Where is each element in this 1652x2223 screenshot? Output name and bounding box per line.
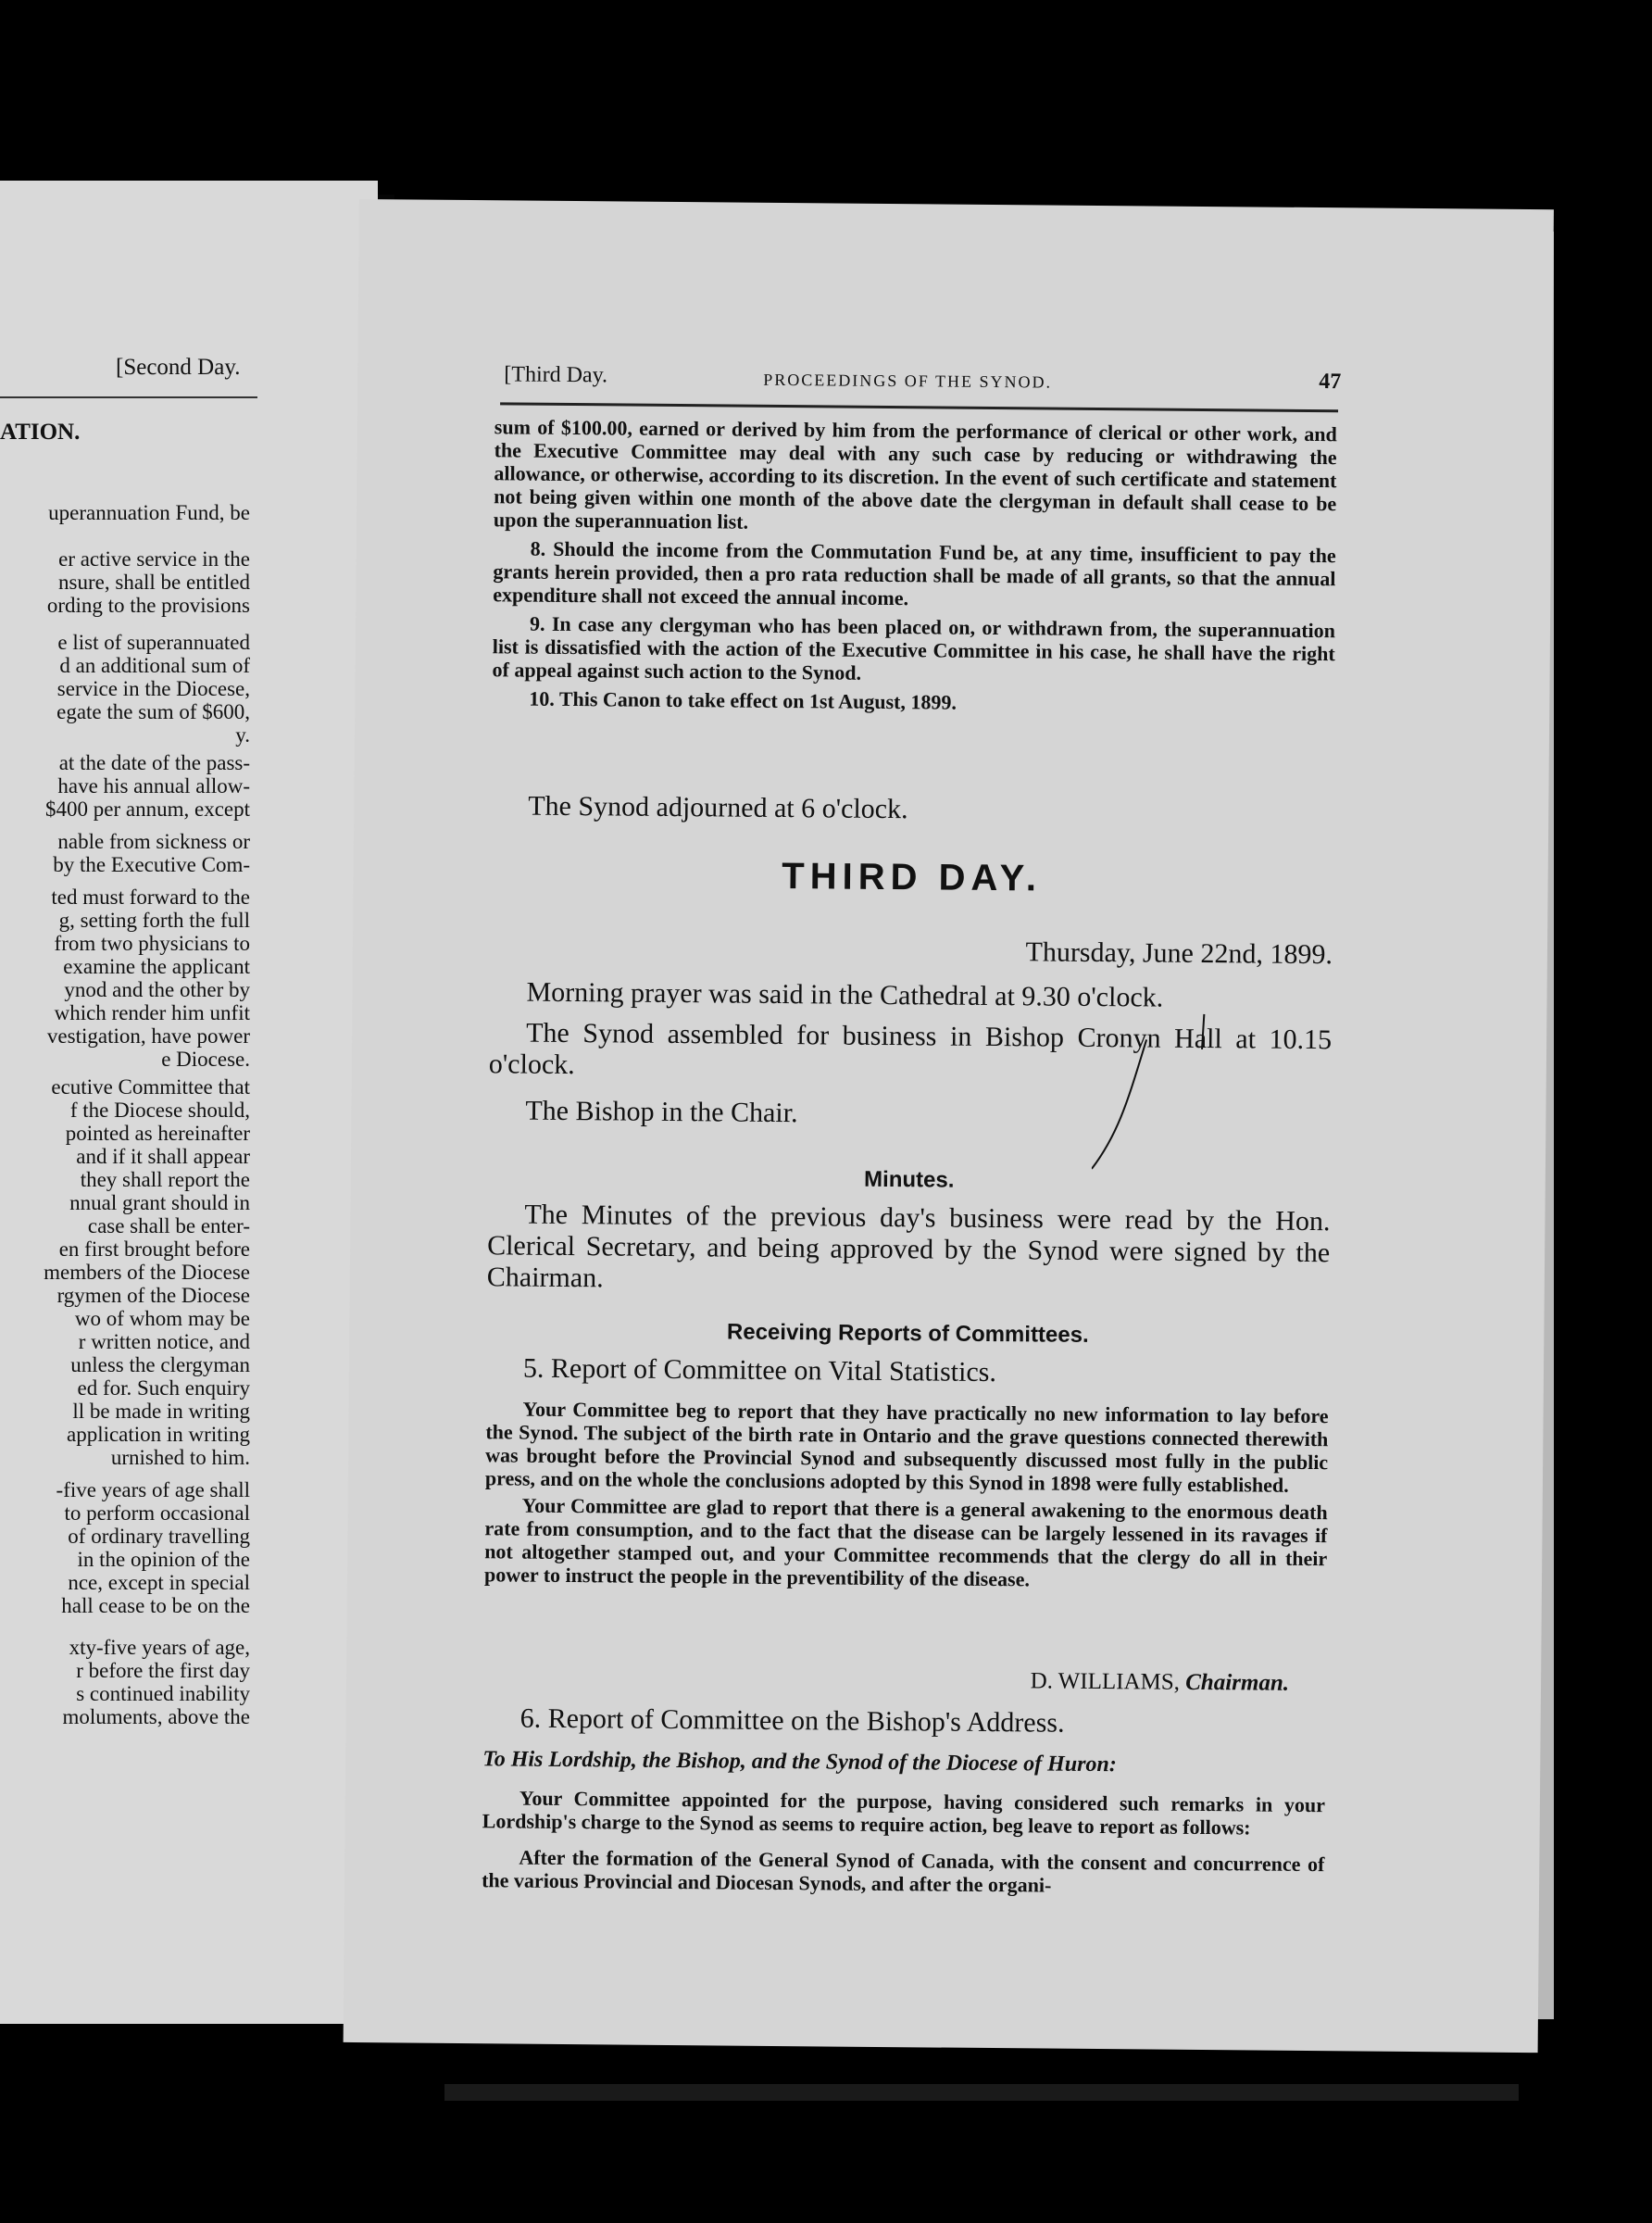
page-bottom-shadow xyxy=(444,2084,1519,2101)
left-page-line: which render him unfit xyxy=(54,1001,250,1024)
left-page-line: wo of whom may be xyxy=(74,1307,250,1330)
left-page-line: in the opinion of the xyxy=(77,1548,250,1571)
meeting-date: Thursday, June 22nd, 1899. xyxy=(1025,936,1333,971)
left-page-line: and if it shall appear xyxy=(76,1145,250,1168)
left-page-line: vestigation, have power xyxy=(46,1024,250,1048)
left-page-line: ted must forward to the xyxy=(51,885,250,909)
page-number: 47 xyxy=(1319,370,1342,395)
left-page xyxy=(0,181,378,2024)
left-page-line: moluments, above the xyxy=(62,1705,250,1728)
minutes-block xyxy=(487,1199,1331,1300)
right-page xyxy=(344,199,1554,2053)
left-page-line: en first brought before xyxy=(58,1237,250,1261)
left-page-line: to perform occasional xyxy=(64,1501,250,1525)
left-page-line: members of the Diocese xyxy=(44,1261,250,1284)
left-page-line: at the date of the pass- xyxy=(58,751,250,774)
left-page-line: nce, except in special xyxy=(68,1571,250,1594)
left-page-line: r written notice, and xyxy=(78,1330,250,1353)
page-header-day: [Third Day. xyxy=(504,362,608,388)
signature-role: Chairman. xyxy=(1185,1669,1290,1696)
left-page-line: pointed as hereinafter xyxy=(65,1122,250,1145)
left-page-line: rgymen of the Diocese xyxy=(56,1284,250,1307)
report-6-paragraph-2: After the formation of the General Synod of Canada, with the consent and concurrence of the various Provincial and Diocesan Synods, and after the organi- xyxy=(482,1845,1325,1897)
left-page-line: they shall report the xyxy=(80,1168,250,1191)
left-page-line: ecutive Committee that xyxy=(51,1075,250,1099)
left-page-line: nsure, shall be entitled xyxy=(58,571,250,594)
left-page-line: uperannuation Fund, be xyxy=(48,501,250,524)
left-page-line: d an additional sum of xyxy=(59,654,250,677)
left-page-line: case shall be enter- xyxy=(87,1214,250,1237)
adjournment-text: The Synod adjourned at 6 o'clock. xyxy=(528,790,908,825)
left-page-line: r before the first day xyxy=(76,1659,250,1682)
header-rule xyxy=(500,402,1338,412)
left-page-line: ed for. Such enquiry xyxy=(77,1376,250,1400)
report-5-title xyxy=(486,1352,1329,1391)
left-page-line: e Diocese. xyxy=(161,1048,250,1071)
left-page-line: e list of superannuated xyxy=(57,631,250,654)
left-page-header: [Second Day. xyxy=(116,355,241,380)
left-page-line: ynod and the other by xyxy=(64,978,250,1001)
left-page-line: ording to the provisions xyxy=(46,594,250,617)
left-page-line: have his annual allow- xyxy=(57,774,250,798)
minutes-heading: Minutes. xyxy=(863,1166,955,1193)
left-page-line: nnual grant should in xyxy=(69,1191,250,1214)
morning-prayer-text: Morning prayer was said in the Cathedral at 9.30 o'clock. xyxy=(526,976,1164,1013)
report-5-body xyxy=(484,1397,1329,1593)
left-page-line: nable from sickness or xyxy=(57,830,250,853)
report-6-body xyxy=(482,1786,1325,1899)
report-6-salutation: To His Lordship, the Bishop, and the Synod of the Diocese of Huron: xyxy=(482,1747,1117,1777)
left-page-line: examine the applicant xyxy=(63,955,250,978)
left-page-line: y. xyxy=(235,723,250,747)
day-title: THIRD DAY. xyxy=(782,856,1043,899)
adjournment xyxy=(491,790,1333,829)
report-5-signature xyxy=(483,1664,1326,1697)
left-page-line: urnished to him. xyxy=(110,1446,250,1469)
left-page-line: er active service in the xyxy=(58,547,250,571)
report-5-paragraph-2: Your Committee are glad to report that there is a general awakening to the enormous death rate from consumption, and to the fact that the disease can be largely lessened in its ravages if not altogether stamped out, and your Committee recommends that the clergy do all in their power to instruct the people in the preventibility of the disease. xyxy=(483,1493,1328,1591)
minutes-text: The Minutes of the previous day's business were read by the Hon. Clerical Secretary, and being approved by the Synod were signed by the Chairman. xyxy=(486,1199,1331,1294)
report-6-title xyxy=(483,1702,1326,1741)
canon-paragraph-9: 9. In case any clergyman who has been placed on, or withdrawn from, the superannuation list is dissatisfied with the action of the Executive Committee in his case, he shall have the right of appeal against such action to the Synod. xyxy=(492,611,1336,684)
left-header-rule xyxy=(0,396,257,398)
page-header-title: PROCEEDINGS OF THE SYNOD. xyxy=(763,370,1053,392)
left-page-line: xty-five years of age, xyxy=(69,1636,250,1659)
report-5-paragraph-1: Your Committee beg to report that they have practically no new information to lay before the Synod. The subject of the birth rate in Ontario and the grave questions connected therewith was brought before the Provincial Synod and subsequently discussed most fully in the public press, and on the whole the conclusions adopted by this Synod in 1898 were fully established. xyxy=(484,1397,1329,1497)
report-6-title-text: 6. Report of Committee on the Bishop's Address. xyxy=(519,1702,1065,1739)
signature-name: D. WILLIAMS, xyxy=(1030,1668,1181,1695)
chair-text: The Bishop in the Chair. xyxy=(525,1095,798,1129)
left-page-line: -five years of age shall xyxy=(56,1478,250,1501)
left-page-line: hall cease to be on the xyxy=(61,1594,250,1617)
left-page-line: s continued inability xyxy=(76,1682,250,1705)
assembled-text: The Synod assembled for business in Bishop Cronyn Hall at 10.15 o'clock. xyxy=(488,1017,1333,1081)
canon-continued-block xyxy=(492,415,1337,717)
reports-heading: Receiving Reports of Committees. xyxy=(726,1319,1089,1348)
left-page-line: egate the sum of $600, xyxy=(56,700,250,723)
pen-annotation-mark xyxy=(1092,1011,1279,1180)
canon-paragraph-continued: sum of $100.00, earned or derived by him from the performance of clerical or other work, and the Executive Committee may deal with any such case by reducing or withdrawing the allowance, or otherwise, according to its discretion. In the event of such certificate and statement not being given within one month of the above date the clergyman in default shall cease to be upon the superannuation list. xyxy=(493,415,1337,534)
left-page-line: g, setting forth the full xyxy=(58,909,250,932)
left-page-line: service in the Diocese, xyxy=(56,677,250,700)
left-heading-fragment: ATION. xyxy=(0,420,81,445)
canon-paragraph-10: 10. This Canon to take effect on 1st August, 1899. xyxy=(529,686,957,714)
left-page-line: from two physicians to xyxy=(54,932,250,955)
left-page-line: of ordinary travelling xyxy=(68,1525,250,1548)
left-page-line: by the Executive Com- xyxy=(53,853,250,876)
left-page-line: unless the clergyman xyxy=(70,1353,250,1376)
left-page-line: application in writing xyxy=(66,1423,250,1446)
left-page-line: f the Diocese should, xyxy=(69,1099,250,1122)
canon-paragraph-8: 8. Should the income from the Commutation Fund be, at any time, insufficient to pay the grants herein provided, then a pro rata reduction shall be made of all grants, so that the annual expenditure shall not exceed the annual income. xyxy=(493,536,1336,610)
left-page-line: $400 per annum, except xyxy=(45,798,250,821)
report-5-title-text: 5. Report of Committee on Vital Statistics. xyxy=(522,1352,997,1388)
report-6-paragraph-1: Your Committee appointed for the purpose, having considered such remarks in your Lordship's charge to the Synod as seems to require action, beg leave to report as follows: xyxy=(482,1786,1326,1840)
left-page-line: ll be made in writing xyxy=(72,1400,250,1423)
